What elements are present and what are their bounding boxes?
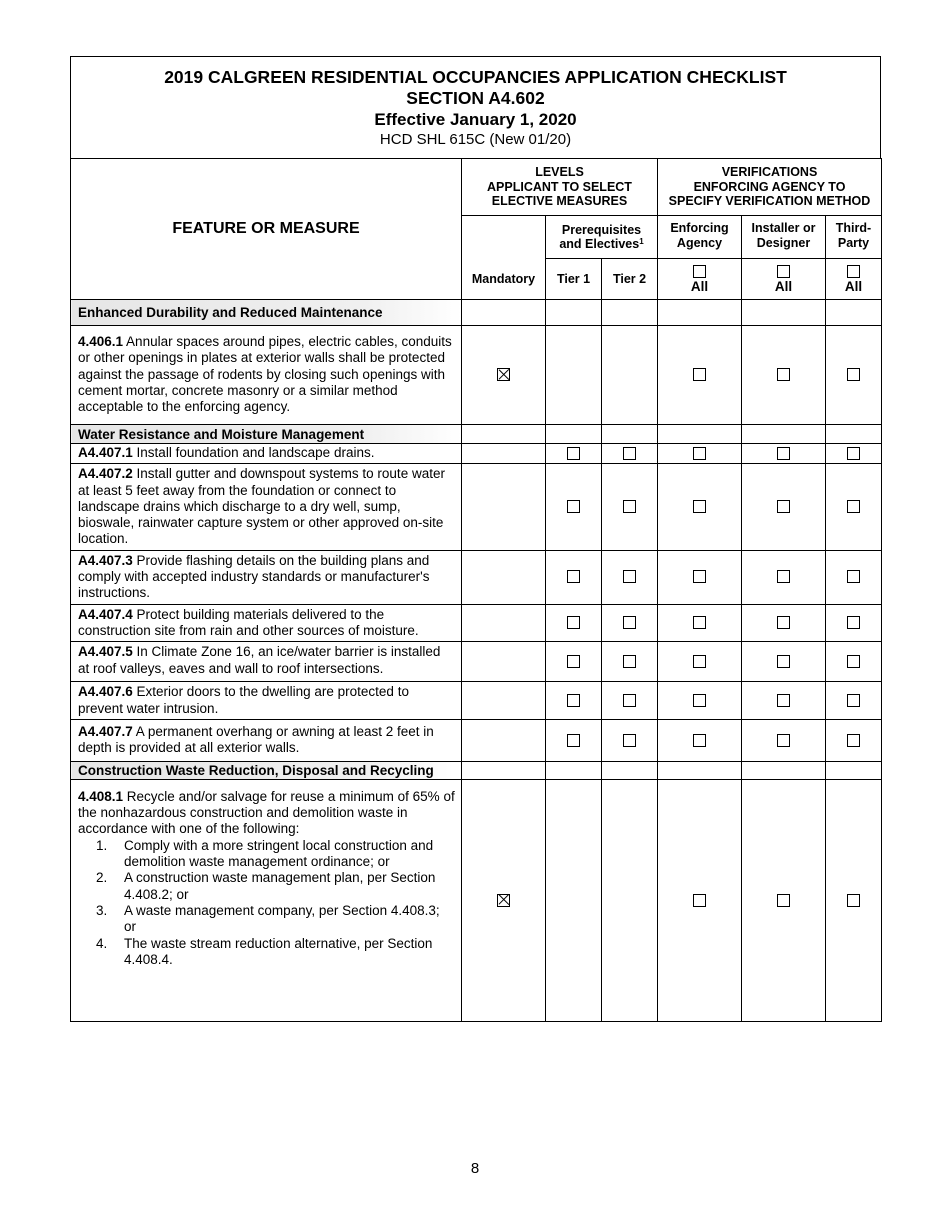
- list-item: 1. Comply with a more stringent local construction and demolition waste management ordinance; or: [96, 837, 434, 870]
- installer-checkbox[interactable]: [777, 447, 790, 460]
- tier1-checkbox[interactable]: [567, 500, 580, 513]
- tier2-checkbox[interactable]: [623, 734, 636, 747]
- measure-text: 4.408.1 Recycle and/or salvage for reuse a minimum of 65% of the nonhazardous construction and demolition waste in accordance with one of the following: 1. Comply with a more stringent local construction and demolition waste management ordinance; or 2. A construction waste management plan, per Section 4.408.2; or 3. A waste management company, per Section 4.408.3; or 4. The waste stream reduction alternative, per Section 4.408.4.: [71, 779, 462, 1021]
- enforcing-checkbox[interactable]: [693, 500, 706, 513]
- enforcing-all-checkbox[interactable]: [693, 265, 706, 278]
- enforcing-checkbox[interactable]: [693, 655, 706, 668]
- installer-checkbox[interactable]: [777, 616, 790, 629]
- levels-header: LEVELS APPLICANT TO SELECT ELECTIVE MEASURES: [462, 159, 658, 216]
- verifications-header: VERIFICATIONS ENFORCING AGENCY TO SPECIFY VERIFICATION METHOD: [658, 159, 882, 216]
- tier2-checkbox[interactable]: [623, 616, 636, 629]
- installer-header: Installer or Designer: [742, 216, 826, 259]
- table-row: [71, 719, 882, 761]
- mandatory-checkbox[interactable]: [497, 368, 510, 381]
- tier1-checkbox[interactable]: [567, 616, 580, 629]
- table-row: [71, 604, 882, 642]
- third-party-header: Third- Party: [826, 216, 882, 259]
- section-title: Construction Waste Reduction, Disposal and Recycling: [71, 761, 462, 779]
- table-row: [71, 326, 882, 425]
- tier1-checkbox[interactable]: [567, 447, 580, 460]
- third-party-all-checkbox[interactable]: [847, 265, 860, 278]
- measure-text: A4.407.2 Install gutter and downspout systems to route water at least 5 feet away from the foundation or connect to landscape drains which discharge to a dry well, sump, bioswale, rainwater capture system or other approved on-site location.: [71, 464, 462, 550]
- enforcing-agency-header: Enforcing Agency: [658, 216, 742, 259]
- tier2-checkbox[interactable]: [623, 447, 636, 460]
- installer-checkbox[interactable]: [777, 694, 790, 707]
- measure-text: A4.407.5 In Climate Zone 16, an ice/water barrier is installed at roof valleys, eaves and wall to roof intersections.: [71, 642, 462, 682]
- prerequisites-header: Prerequisites and Electives$^1$: [546, 216, 658, 259]
- tier2-checkbox[interactable]: [623, 500, 636, 513]
- tier1-checkbox[interactable]: [567, 655, 580, 668]
- table-row: [71, 779, 882, 1021]
- measure-text: A4.407.1 Install foundation and landscape drains.: [71, 444, 462, 464]
- tier2-checkbox[interactable]: [623, 570, 636, 583]
- list-item: 3. A waste management company, per Section 4.408.3; or: [96, 902, 440, 935]
- installer-all: All: [742, 259, 826, 300]
- installer-checkbox[interactable]: [777, 734, 790, 747]
- measure-text: A4.407.7 A permanent overhang or awning at least 2 feet in depth is provided at all exterior walls.: [71, 719, 462, 761]
- third-party-checkbox[interactable]: [847, 655, 860, 668]
- section-row: [71, 300, 882, 326]
- tier1-checkbox[interactable]: [567, 694, 580, 707]
- third-party-checkbox[interactable]: [847, 894, 860, 907]
- installer-checkbox[interactable]: [777, 894, 790, 907]
- third-party-checkbox[interactable]: [847, 570, 860, 583]
- installer-checkbox[interactable]: [777, 500, 790, 513]
- measure-text: A4.407.3 Provide flashing details on the building plans and comply with accepted industry standards or manufacturer's instructions.: [71, 550, 462, 604]
- section-title: Water Resistance and Moisture Management: [71, 425, 462, 444]
- tier2-checkbox[interactable]: [623, 655, 636, 668]
- list-item: 2. A construction waste management plan, per Section 4.408.2; or: [96, 870, 436, 902]
- section-title: Enhanced Durability and Reduced Maintenance: [71, 300, 462, 326]
- third-party-checkbox[interactable]: [847, 447, 860, 460]
- feature-header: FEATURE OR MEASURE: [71, 159, 462, 300]
- section-row: [71, 425, 882, 444]
- mandatory-checkbox[interactable]: [497, 894, 510, 907]
- tier1-checkbox[interactable]: [567, 734, 580, 747]
- third-party-checkbox[interactable]: [847, 500, 860, 513]
- installer-checkbox[interactable]: [777, 570, 790, 583]
- third-party-checkbox[interactable]: [847, 616, 860, 629]
- list-item: 4. The waste stream reduction alternative, per Section 4.408.4.: [96, 935, 433, 967]
- tier2-header: Tier 2: [602, 259, 658, 300]
- table-row: [71, 682, 882, 720]
- checklist-page: [70, 56, 881, 1022]
- third-party-checkbox[interactable]: [847, 368, 860, 381]
- tier1-header: Tier 1: [546, 259, 602, 300]
- measure-text: A4.407.6 Exterior doors to the dwelling are protected to prevent water intrusion.: [71, 682, 462, 720]
- section-row: [71, 761, 882, 779]
- measure-text: A4.407.4 Protect building materials delivered to the construction site from rain and other sources of moisture.: [71, 604, 462, 642]
- enforcing-all: All: [658, 259, 742, 300]
- checklist-title: 2019 CALGREEN RESIDENTIAL OCCUPANCIES APPLICATION CHECKLIST: [164, 67, 787, 87]
- section-title: SECTION A4.602: [406, 88, 545, 108]
- enforcing-checkbox[interactable]: [693, 694, 706, 707]
- enforcing-checkbox[interactable]: [693, 447, 706, 460]
- table-row: [71, 642, 882, 682]
- effective-date: Effective January 1, 2020: [374, 110, 577, 129]
- enforcing-checkbox[interactable]: [693, 570, 706, 583]
- installer-checkbox[interactable]: [777, 368, 790, 381]
- installer-all-checkbox[interactable]: [777, 265, 790, 278]
- table-row: [71, 464, 882, 550]
- installer-checkbox[interactable]: [777, 655, 790, 668]
- enforcing-checkbox[interactable]: [693, 894, 706, 907]
- checklist-table: [70, 158, 882, 1022]
- title-block: [70, 56, 881, 158]
- table-row: [71, 550, 882, 604]
- measure-text: 4.406.1 Annular spaces around pipes, electric cables, conduits or other openings in plates at exterior walls shall be protected against the passage of rodents by closing such openings with cement mortar, concrete masonry or a similar method acceptable to the enforcing agency.: [71, 326, 462, 425]
- tier2-checkbox[interactable]: [623, 694, 636, 707]
- third-party-checkbox[interactable]: [847, 694, 860, 707]
- tier1-checkbox[interactable]: [567, 570, 580, 583]
- mandatory-header: Mandatory: [462, 216, 546, 300]
- enforcing-checkbox[interactable]: [693, 368, 706, 381]
- form-number: HCD SHL 615C (New 01/20): [379, 131, 572, 148]
- page-number: 8: [470, 1160, 480, 1177]
- third-party-checkbox[interactable]: [847, 734, 860, 747]
- enforcing-checkbox[interactable]: [693, 734, 706, 747]
- enforcing-checkbox[interactable]: [693, 616, 706, 629]
- option-list: [78, 838, 455, 968]
- table-row: [71, 444, 882, 464]
- third-party-all: All: [826, 259, 882, 300]
